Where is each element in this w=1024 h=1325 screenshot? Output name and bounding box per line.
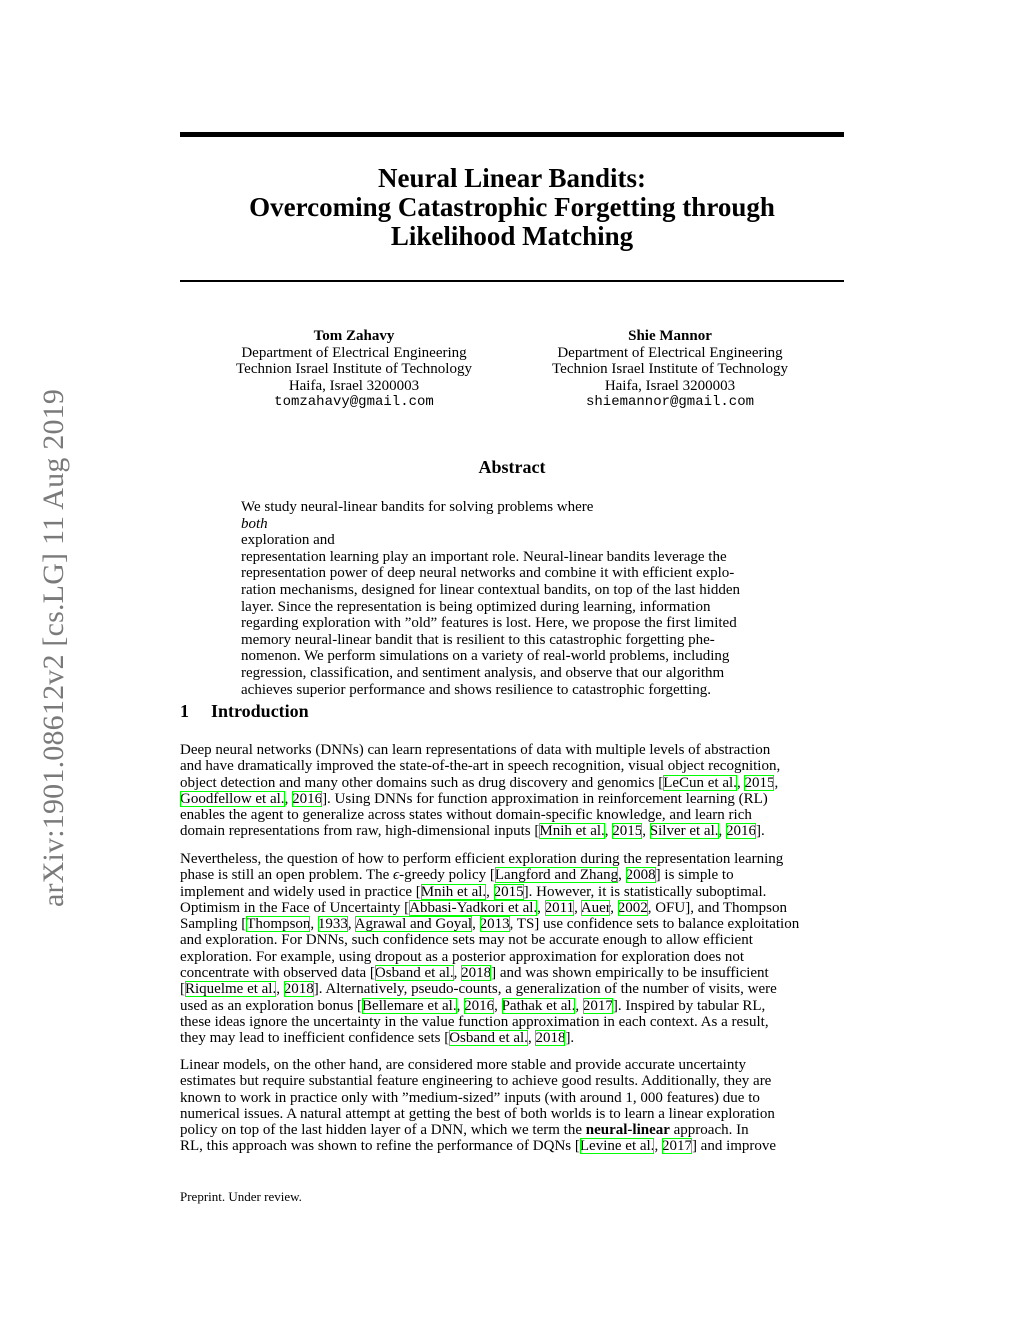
arxiv-identifier-stamp: arXiv:1901.08612v2 [cs.LG] 11 Aug 2019 bbox=[37, 388, 70, 908]
section-heading-introduction bbox=[180, 701, 309, 722]
citation-link[interactable]: Thompson bbox=[246, 916, 311, 933]
citation-link[interactable]: 2018 bbox=[461, 965, 492, 982]
citation-link[interactable]: 2002 bbox=[617, 899, 648, 916]
abstract-line: We study neural-linear bandits for solving problems where both exploration and bbox=[241, 499, 594, 549]
citation-link[interactable]: Pathak et al. bbox=[501, 997, 576, 1014]
citation-link[interactable]: 2008 bbox=[625, 867, 656, 884]
citation-link[interactable]: 2016 bbox=[292, 790, 323, 807]
citation-link[interactable]: 2017 bbox=[582, 997, 613, 1014]
author-block bbox=[204, 328, 504, 411]
author-institution: Technion Israel Institute of Technology bbox=[552, 361, 788, 377]
abstract-line: regression, classification, and sentiment analysis, and observe that our algorithm bbox=[241, 664, 725, 681]
citation-link[interactable]: Abbasi-Yadkori et al. bbox=[409, 899, 538, 916]
section-number: 1 bbox=[180, 701, 189, 721]
citation-link[interactable]: 2018 bbox=[535, 1030, 566, 1047]
paper-title bbox=[180, 164, 844, 251]
citation-link[interactable]: Agrawal and Goyal bbox=[354, 916, 473, 933]
citation-link[interactable]: Mnih et al. bbox=[539, 823, 605, 840]
citation-link[interactable]: Langford and Zhang bbox=[494, 867, 619, 884]
citation-link[interactable]: LeCun et al. bbox=[663, 774, 737, 791]
author-email[interactable]: tomzahavy@gmail.com bbox=[274, 394, 434, 410]
abstract-line: representation learning play an important role. Neural-linear bandits leverage the bbox=[241, 548, 727, 565]
citation-link[interactable]: 2015 bbox=[744, 774, 775, 791]
title-line: Neural Linear Bandits: bbox=[377, 163, 647, 193]
citation-link[interactable]: Goodfellow et al. bbox=[180, 790, 285, 807]
citation-link[interactable]: 2017 bbox=[661, 1138, 692, 1155]
citation-link[interactable]: Osband et al. bbox=[374, 965, 454, 982]
author-address: Haifa, Israel 3200003 bbox=[288, 377, 420, 394]
title-line: Overcoming Catastrophic Forgetting through bbox=[249, 192, 775, 222]
citation-link[interactable]: 1933 bbox=[317, 916, 348, 933]
abstract-line: layer. Since the representation is being optimized during learning, information bbox=[241, 598, 711, 615]
section-title: Introduction bbox=[211, 701, 309, 721]
citation-link[interactable]: 2011 bbox=[544, 899, 575, 916]
citation-link[interactable]: Mnih et al. bbox=[420, 883, 487, 900]
intro-paragraph-2: Nevertheless, the question of how to perform efficient exploration during the representation learning phase is still an open problem. The ϵ-greedy policy [Langford and Zhang, 2008] is simple to implement and widely used in practice [Mnih et al., 2015]. However, it is statistically suboptimal. Optimism in the Face of Uncertainty [Abbasi-Yadkori et al., 2011, Auer, 2002, OFU], and Thompson Sampling [Thompson, 1933, Agrawal and Goyal, 2013, TS] use confidence sets to balance exploitation and exploration. For DNNs, such confidence sets may not be accurate enough to allow efficient exploration. For example, using dropout as a posterior approximation for exploration does not concentrate with observed data [Osband et al., 2018] and was shown empirically to be insufficient [Riquelme et al., 2018]. Alternatively, pseudo-counts, a generalization of the number of visits, were used as an exploration bonus [Bellemare et al., 2016, Pathak et al., 2017]. Inspired by tabular RL, these ideas ignore the uncertainty in the value function approximation in each context. As a result, they may lead to inefficient confidence sets [Osband et al., 2018]. bbox=[180, 851, 800, 1047]
title-bottom-rule bbox=[180, 280, 844, 282]
intro-paragraph-3: Linear models, on the other hand, are considered more stable and provide accurate uncertainty estimates but require substantial feature engineering to achieve good results. Additionally, they are known to work in practice only with ”medium-sized” inputs (with around 1, 000 features) due to numerical issues. A natural attempt at getting the best of both worlds is to learn a linear exploration policy on top of the last hidden layer of a DNN, which we term the neural-linear approach. In RL, this approach was shown to refine the performance of DQNs [Levine et al., 2017] and improve bbox=[180, 1057, 777, 1155]
abstract-line: nomenon. We perform simulations on a variety of real-world problems, including bbox=[241, 648, 730, 665]
author-institution: Technion Israel Institute of Technology bbox=[236, 361, 472, 377]
citation-link[interactable]: Riquelme et al. bbox=[185, 981, 277, 998]
abstract-line: regarding exploration with ”old” features is lost. Here, we propose the first limited bbox=[241, 615, 737, 632]
citation-link[interactable]: 2015 bbox=[493, 883, 524, 900]
citation-link[interactable]: 2018 bbox=[283, 981, 314, 998]
author-address: Haifa, Israel 3200003 bbox=[604, 377, 736, 394]
title-line: Likelihood Matching bbox=[390, 221, 634, 251]
citation-link[interactable]: Levine et al. bbox=[579, 1138, 655, 1155]
abstract-line: ration mechanisms, designed for linear contextual bandits, on top of the last hidden bbox=[241, 581, 741, 598]
abstract-line: memory neural-linear bandit that is resilient to this catastrophic forgetting phe- bbox=[241, 631, 715, 648]
citation-link[interactable]: 2013 bbox=[479, 916, 510, 933]
author-email[interactable]: shiemannor@gmail.com bbox=[585, 394, 755, 410]
citation-link[interactable]: 2015 bbox=[612, 823, 643, 840]
title-top-rule bbox=[180, 132, 844, 137]
author-department: Department of Electrical Engineering bbox=[241, 344, 467, 361]
abstract-text bbox=[241, 499, 784, 698]
citation-link[interactable]: Auer bbox=[580, 899, 611, 916]
author-name: Shie Mannor bbox=[628, 328, 712, 344]
citation-link[interactable]: Silver et al. bbox=[649, 823, 719, 840]
citation-link[interactable]: Osband et al. bbox=[449, 1030, 528, 1047]
abstract-line: representation power of deep neural networks and combine it with efficient explo- bbox=[241, 565, 735, 582]
abstract-line: achieves superior performance and shows resilience to catastrophic forgetting. bbox=[241, 681, 711, 698]
author-block bbox=[520, 328, 820, 411]
citation-link[interactable]: 2016 bbox=[464, 997, 495, 1014]
author-name: Tom Zahavy bbox=[313, 328, 395, 344]
citation-link[interactable]: 2016 bbox=[726, 823, 757, 840]
preprint-footer: Preprint. Under review. bbox=[180, 1189, 302, 1204]
author-department: Department of Electrical Engineering bbox=[557, 344, 783, 361]
abstract-heading: Abstract bbox=[478, 457, 546, 477]
citation-link[interactable]: Bellemare et al. bbox=[362, 997, 457, 1014]
intro-paragraph-1: Deep neural networks (DNNs) can learn representations of data with multiple levels of abstraction and have dramatically improved the state-of-the-art in speech recognition, visual object recognition, object detection and many other domains such as drug discovery and genomics [LeCun et al., 2015, Goodfellow et al., 2016]. Using DNNs for function approximation in reinforcement learning (RL) enables the agent to generalize across states without domain-specific knowledge, and learn rich domain representations from raw, high-dimensional inputs [Mnih et al., 2015, Silver et al., 2016]. bbox=[180, 742, 781, 840]
